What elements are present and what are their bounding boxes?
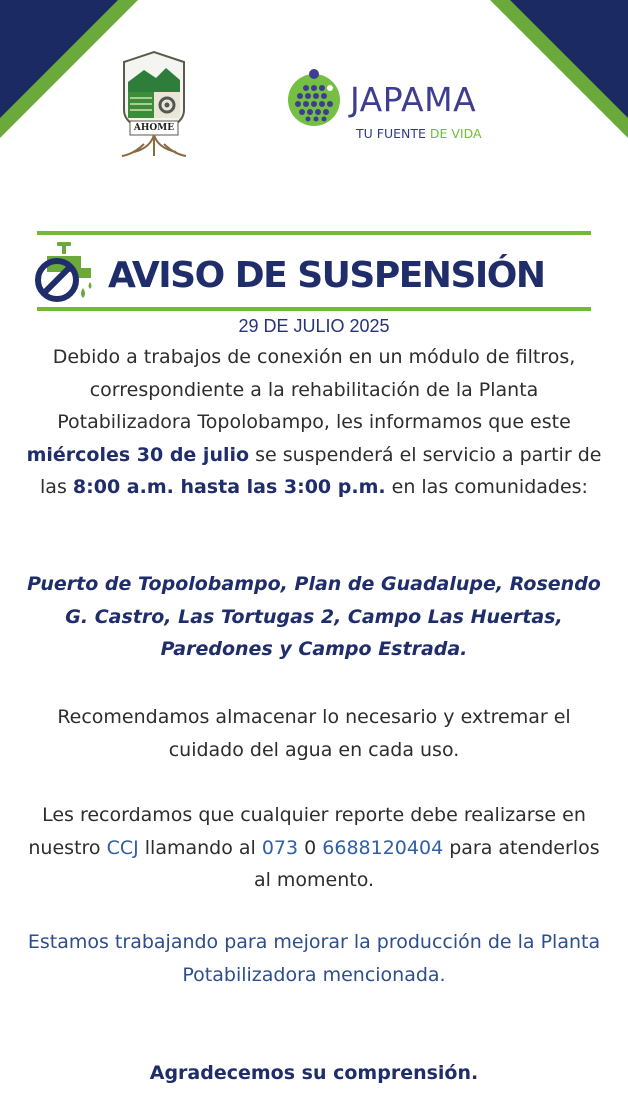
suspension-day: miércoles 30 de julio: [26, 443, 250, 466]
ahome-logo: [104, 48, 204, 166]
notice-date: 29 DE JULIO 2025: [238, 316, 390, 336]
ccj-link[interactable]: CCJ: [106, 836, 139, 859]
notice-main-paragraph: [20, 341, 608, 504]
recommendation-paragraph: Recomendamos almacenar lo necesario y extremar el cuidado del agua en cada uso.: [57, 706, 571, 761]
report-text-part-3: 0: [298, 836, 323, 859]
phone-number-link[interactable]: 6688120404: [322, 836, 444, 859]
report-text-part-1: Les recordamos que cualquier reporte debe realizarse en nuestro: [28, 804, 586, 859]
japama-slogan: [356, 125, 482, 143]
report-text-part-4: para atenderlos al momento.: [253, 836, 600, 891]
main-text-part-2: se suspenderá el servicio a partir de las: [40, 443, 602, 498]
phone-prefix-link[interactable]: 073: [261, 836, 299, 859]
japama-slogan-part-b: DE VIDA: [429, 126, 482, 141]
japama-logo-name: JAPAMA: [350, 80, 477, 119]
corner-decoration-right: [478, 0, 628, 150]
suspension-time: 8:00 a.m. hasta las 3:00 p.m.: [72, 476, 386, 498]
main-text-part-3: en las comunidades:: [385, 476, 588, 498]
japama-slogan-part-a: TU FUENTE: [356, 126, 430, 141]
working-paragraph: Estamos trabajando para mejorar la producción de la Planta Potabilizadora mencionada.: [27, 931, 601, 986]
water-tap-no-icon: [33, 238, 99, 304]
report-text-part-2: llamando al: [138, 836, 262, 859]
main-text-part-1: Debido a trabajos de conexión en un módulo de filtros, correspondiente a la rehabilitación de la Planta Potabilizadora Topolobampo, les informamos que este: [52, 346, 576, 433]
report-paragraph: [20, 799, 608, 897]
affected-communities: Puerto de Topolobampo, Plan de Guadalupe, Rosendo G. Castro, Las Tortugas 2, Campo Las Huertas, Paredones y Campo Estrada.: [27, 573, 601, 660]
ahome-logo-label: AHOME: [133, 123, 175, 133]
banner-divider-bottom: [37, 307, 591, 311]
japama-logo-icon: [286, 66, 342, 128]
banner-divider-top: [37, 231, 591, 235]
notice-title: AVISO DE SUSPENSIÓN: [108, 255, 545, 296]
thanks-line: Agradecemos su comprensión.: [149, 1062, 479, 1084]
